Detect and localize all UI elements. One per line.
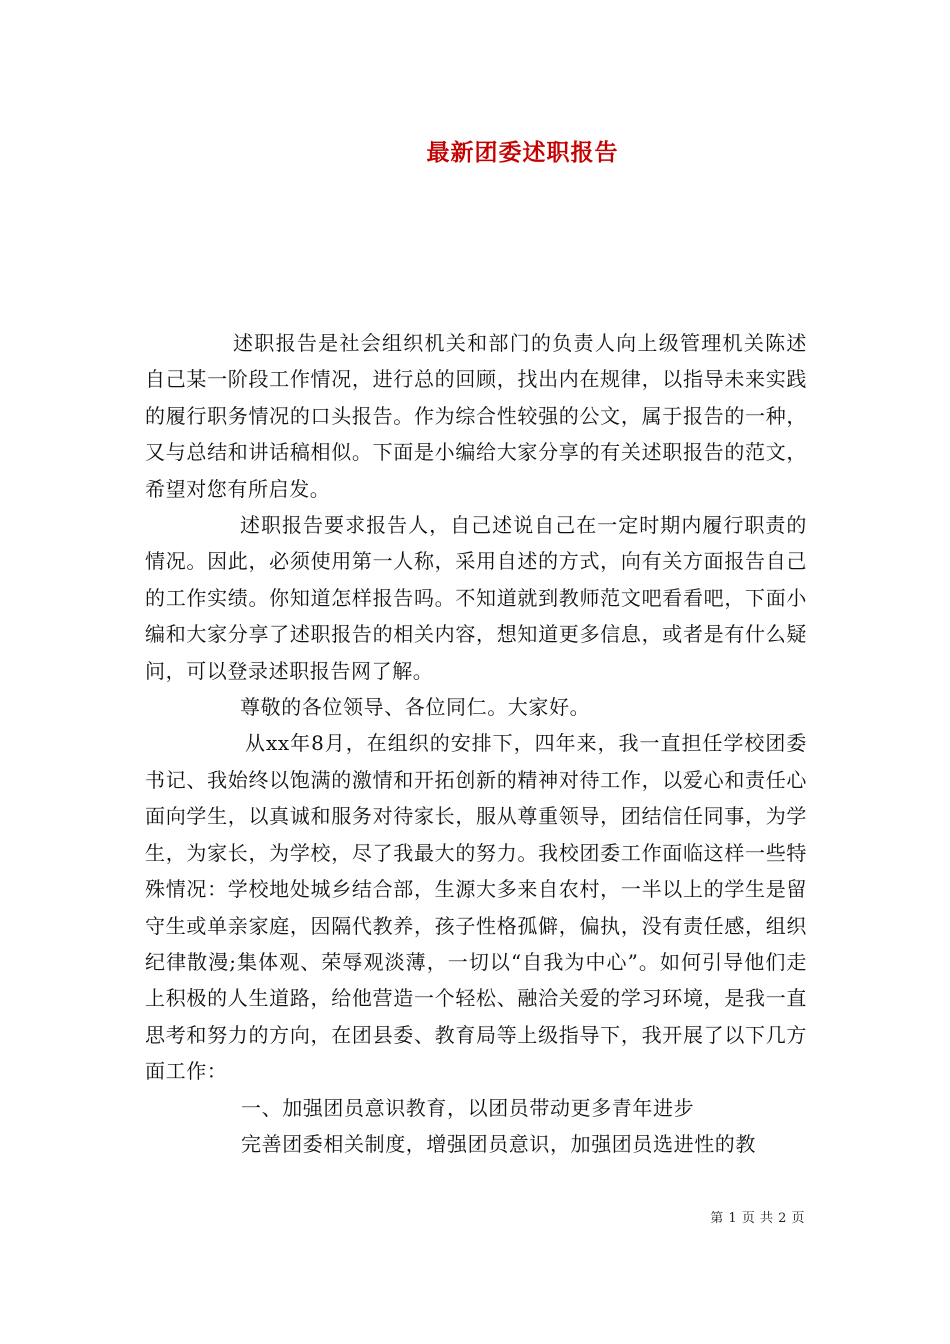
paragraph-section-1: 完善团委相关制度，增强团员意识，加强团员选进性的教 <box>241 1131 756 1156</box>
document-title: 最新团委述职报告 <box>426 139 619 166</box>
paragraph-requirements: 述职报告要求报告人，自己述说自己在一定时期内履行职责的情况。因此，必须使用第一人称，采用自述的方式，向有关方面报告自己的工作实绩。你知道怎样报告吗。不知道就到教师范文吧看看吧，下面小编和大家分享了述职报告的相关内容，想知道更多信息，或者是有什么疑问，可以登录述职报告网了解。 <box>145 513 807 683</box>
document-body <box>145 325 807 1162</box>
page-number: 第 1 页 共 2 页 <box>710 1211 805 1226</box>
paragraph-work-overview: 从xx年8月，在组织的安排下，四年来，我一直担任学校团委书记、我始终以饱满的激情和开拓创新的精神对待工作，以爱心和责任心面向学生，以真诚和服务对待家长，服从尊重领导，团结信任同事，为学生，为家长，为学校，尽了我最大的努力。我校团委工作面临这样一些特殊情况：学校地处城乡结合部，生源大多来自农村，一半以上的学生是留守生或单亲家庭，因隔代教养，孩子性格孤僻，偏执，没有责任感，组织纪律散漫;集体观、荣辱观淡薄，一切以“自我为中心”。如何引导他们走上积极的人生道路，给他营造一个轻松、融洽关爱的学习环境，是我一直思考和努力的方向，在团县委、教育局等上级指导下，我开展了以下几方面工作： <box>145 731 807 1084</box>
section-heading-1: 一、加强团员意识教育，以团员带动更多青年进步 <box>241 1095 695 1120</box>
paragraph-greeting: 尊敬的各位领导、各位同仁。大家好。 <box>240 695 591 720</box>
paragraph-intro: 述职报告是社会组织机关和部门的负责人向上级管理机关陈述自己某一阶段工作情况，进行总的回顾，找出内在规律，以指导未来实践的履行职务情况的口头报告。作为综合性较强的公文，属于报告的一种，又与总结和讲话稿相似。下面是小编给大家分享的有关述职报告的范文，希望对您有所启发。 <box>145 331 807 501</box>
